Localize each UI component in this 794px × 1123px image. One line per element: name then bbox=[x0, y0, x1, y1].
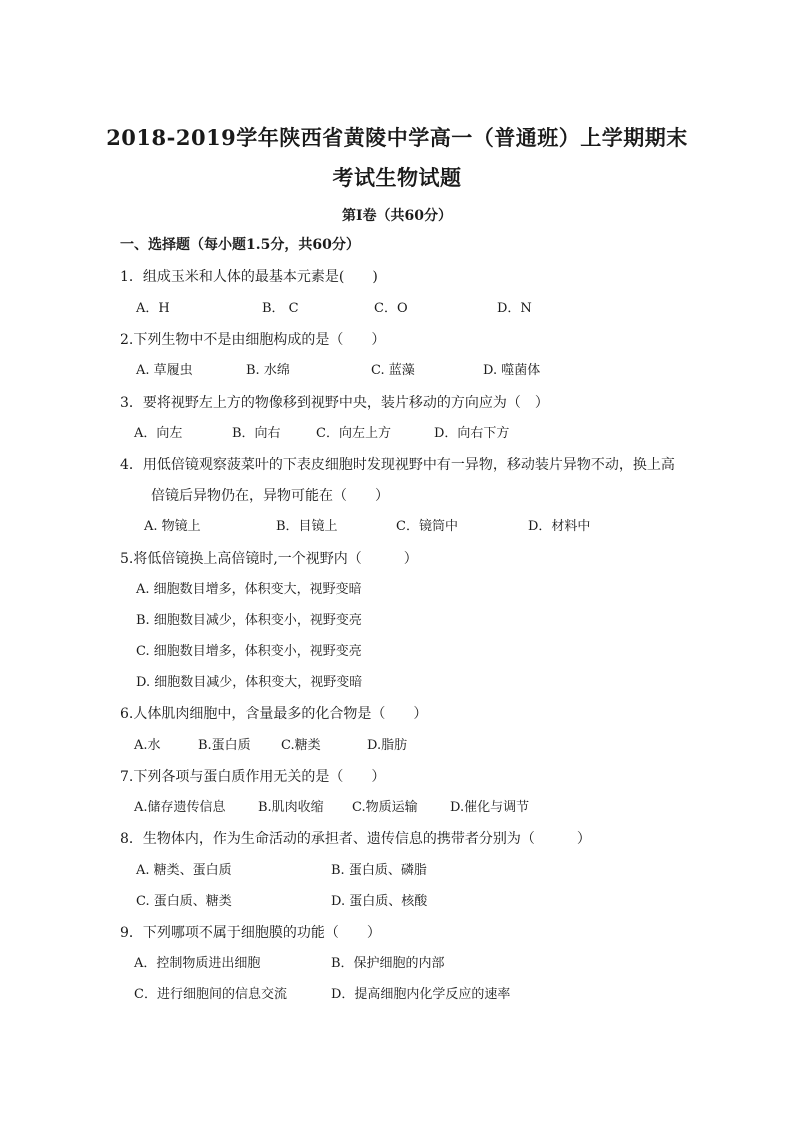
question-4-stem: 4．用低倍镜观察菠菜叶的下表皮细胞时发现视野中有一异物，移动装片异物不动，换上高 bbox=[120, 457, 675, 473]
question-4-stem-continued: 倍镜后异物仍在，异物可能在（ ） bbox=[151, 488, 389, 504]
question-7-option-b: B.肌肉收缩 bbox=[258, 800, 324, 815]
question-3-option-d: D．向右下方 bbox=[434, 426, 510, 441]
question-2-stem: 2.下列生物中不是由细胞构成的是（ ） bbox=[120, 332, 386, 348]
question-4-option-d: D．材料中 bbox=[528, 519, 591, 534]
question-2-option-d: D. 噬菌体 bbox=[483, 363, 541, 378]
question-3-option-a: A．向左 bbox=[134, 426, 183, 441]
question-9-option-b: B．保护细胞的内部 bbox=[331, 956, 445, 971]
question-9-option-c: C．进行细胞间的信息交流 bbox=[134, 987, 287, 1002]
question-4-option-b: B．目镜上 bbox=[276, 519, 338, 534]
question-5-option-b: B. 细胞数目减少，体积变小，视野变亮 bbox=[136, 613, 362, 628]
question-3-option-b: B．向右 bbox=[232, 426, 281, 441]
question-9-option-a: A．控制物质进出细胞 bbox=[134, 956, 261, 971]
volume-heading: 第Ⅰ卷（共60分） bbox=[341, 208, 453, 224]
question-8-option-b: B. 蛋白质、磷脂 bbox=[331, 863, 427, 878]
question-2-option-c: C. 蓝藻 bbox=[371, 363, 415, 378]
question-7-option-c: C.物质运输 bbox=[352, 800, 418, 815]
question-8-option-c: C. 蛋白质、糖类 bbox=[136, 894, 232, 909]
section-heading: 一、选择题（每小题1.5分，共60分） bbox=[120, 237, 360, 253]
question-8-option-d: D. 蛋白质、核酸 bbox=[331, 894, 428, 909]
question-2-option-b: B. 水绵 bbox=[246, 363, 290, 378]
question-1-option-b: B． C bbox=[262, 301, 299, 316]
question-1-stem: 1．组成玉米和人体的最基本元素是( ) bbox=[120, 269, 378, 285]
question-5-option-c: C. 细胞数目增多，体积变小，视野变亮 bbox=[136, 644, 362, 659]
question-1-option-d: D．N bbox=[497, 301, 532, 316]
question-1-option-c: C．O bbox=[374, 301, 408, 316]
question-6-stem: 6.人体肌肉细胞中，含量最多的化合物是（ ） bbox=[120, 706, 428, 722]
question-3-stem: 3．要将视野左上方的物像移到视野中央，装片移动的方向应为（ ） bbox=[120, 395, 549, 411]
question-6-option-b: B.蛋白质 bbox=[198, 738, 251, 753]
question-6-option-a: A.水 bbox=[134, 738, 161, 753]
question-7-option-a: A.储存遗传信息 bbox=[134, 800, 226, 815]
question-5-stem: 5.将低倍镜换上高倍镜时,一个视野内（ ） bbox=[120, 551, 418, 567]
page-title-line2: 考试生物试题 bbox=[332, 165, 462, 190]
question-3-option-c: C．向左上方 bbox=[316, 426, 391, 441]
question-7-option-d: D.催化与调节 bbox=[450, 800, 530, 815]
question-6-option-d: D.脂肪 bbox=[367, 738, 408, 753]
question-5-option-d: D. 细胞数目减少，体积变大，视野变暗 bbox=[136, 675, 363, 690]
question-5-option-a: A. 细胞数目增多，体积变大，视野变暗 bbox=[136, 582, 362, 597]
question-7-stem: 7.下列各项与蛋白质作用无关的是（ ） bbox=[120, 769, 386, 785]
question-6-option-c: C.糖类 bbox=[281, 738, 321, 753]
question-9-option-d: D．提高细胞内化学反应的速率 bbox=[331, 987, 511, 1002]
question-8-option-a: A. 糖类、蛋白质 bbox=[136, 863, 232, 878]
page-title-line1: 2018-2019学年陕西省黄陵中学高一（普通班）上学期期末 bbox=[106, 125, 688, 150]
question-4-option-c: C．镜筒中 bbox=[396, 519, 458, 534]
question-8-stem: 8．生物体内，作为生命活动的承担者、遗传信息的携带者分别为（ ） bbox=[120, 831, 591, 847]
question-4-option-a: A. 物镜上 bbox=[144, 519, 201, 534]
question-9-stem: 9．下列哪项不属于细胞膜的功能（ ） bbox=[120, 925, 381, 941]
question-1-option-a: A．H bbox=[136, 301, 170, 316]
question-2-option-a: A. 草履虫 bbox=[136, 363, 193, 378]
